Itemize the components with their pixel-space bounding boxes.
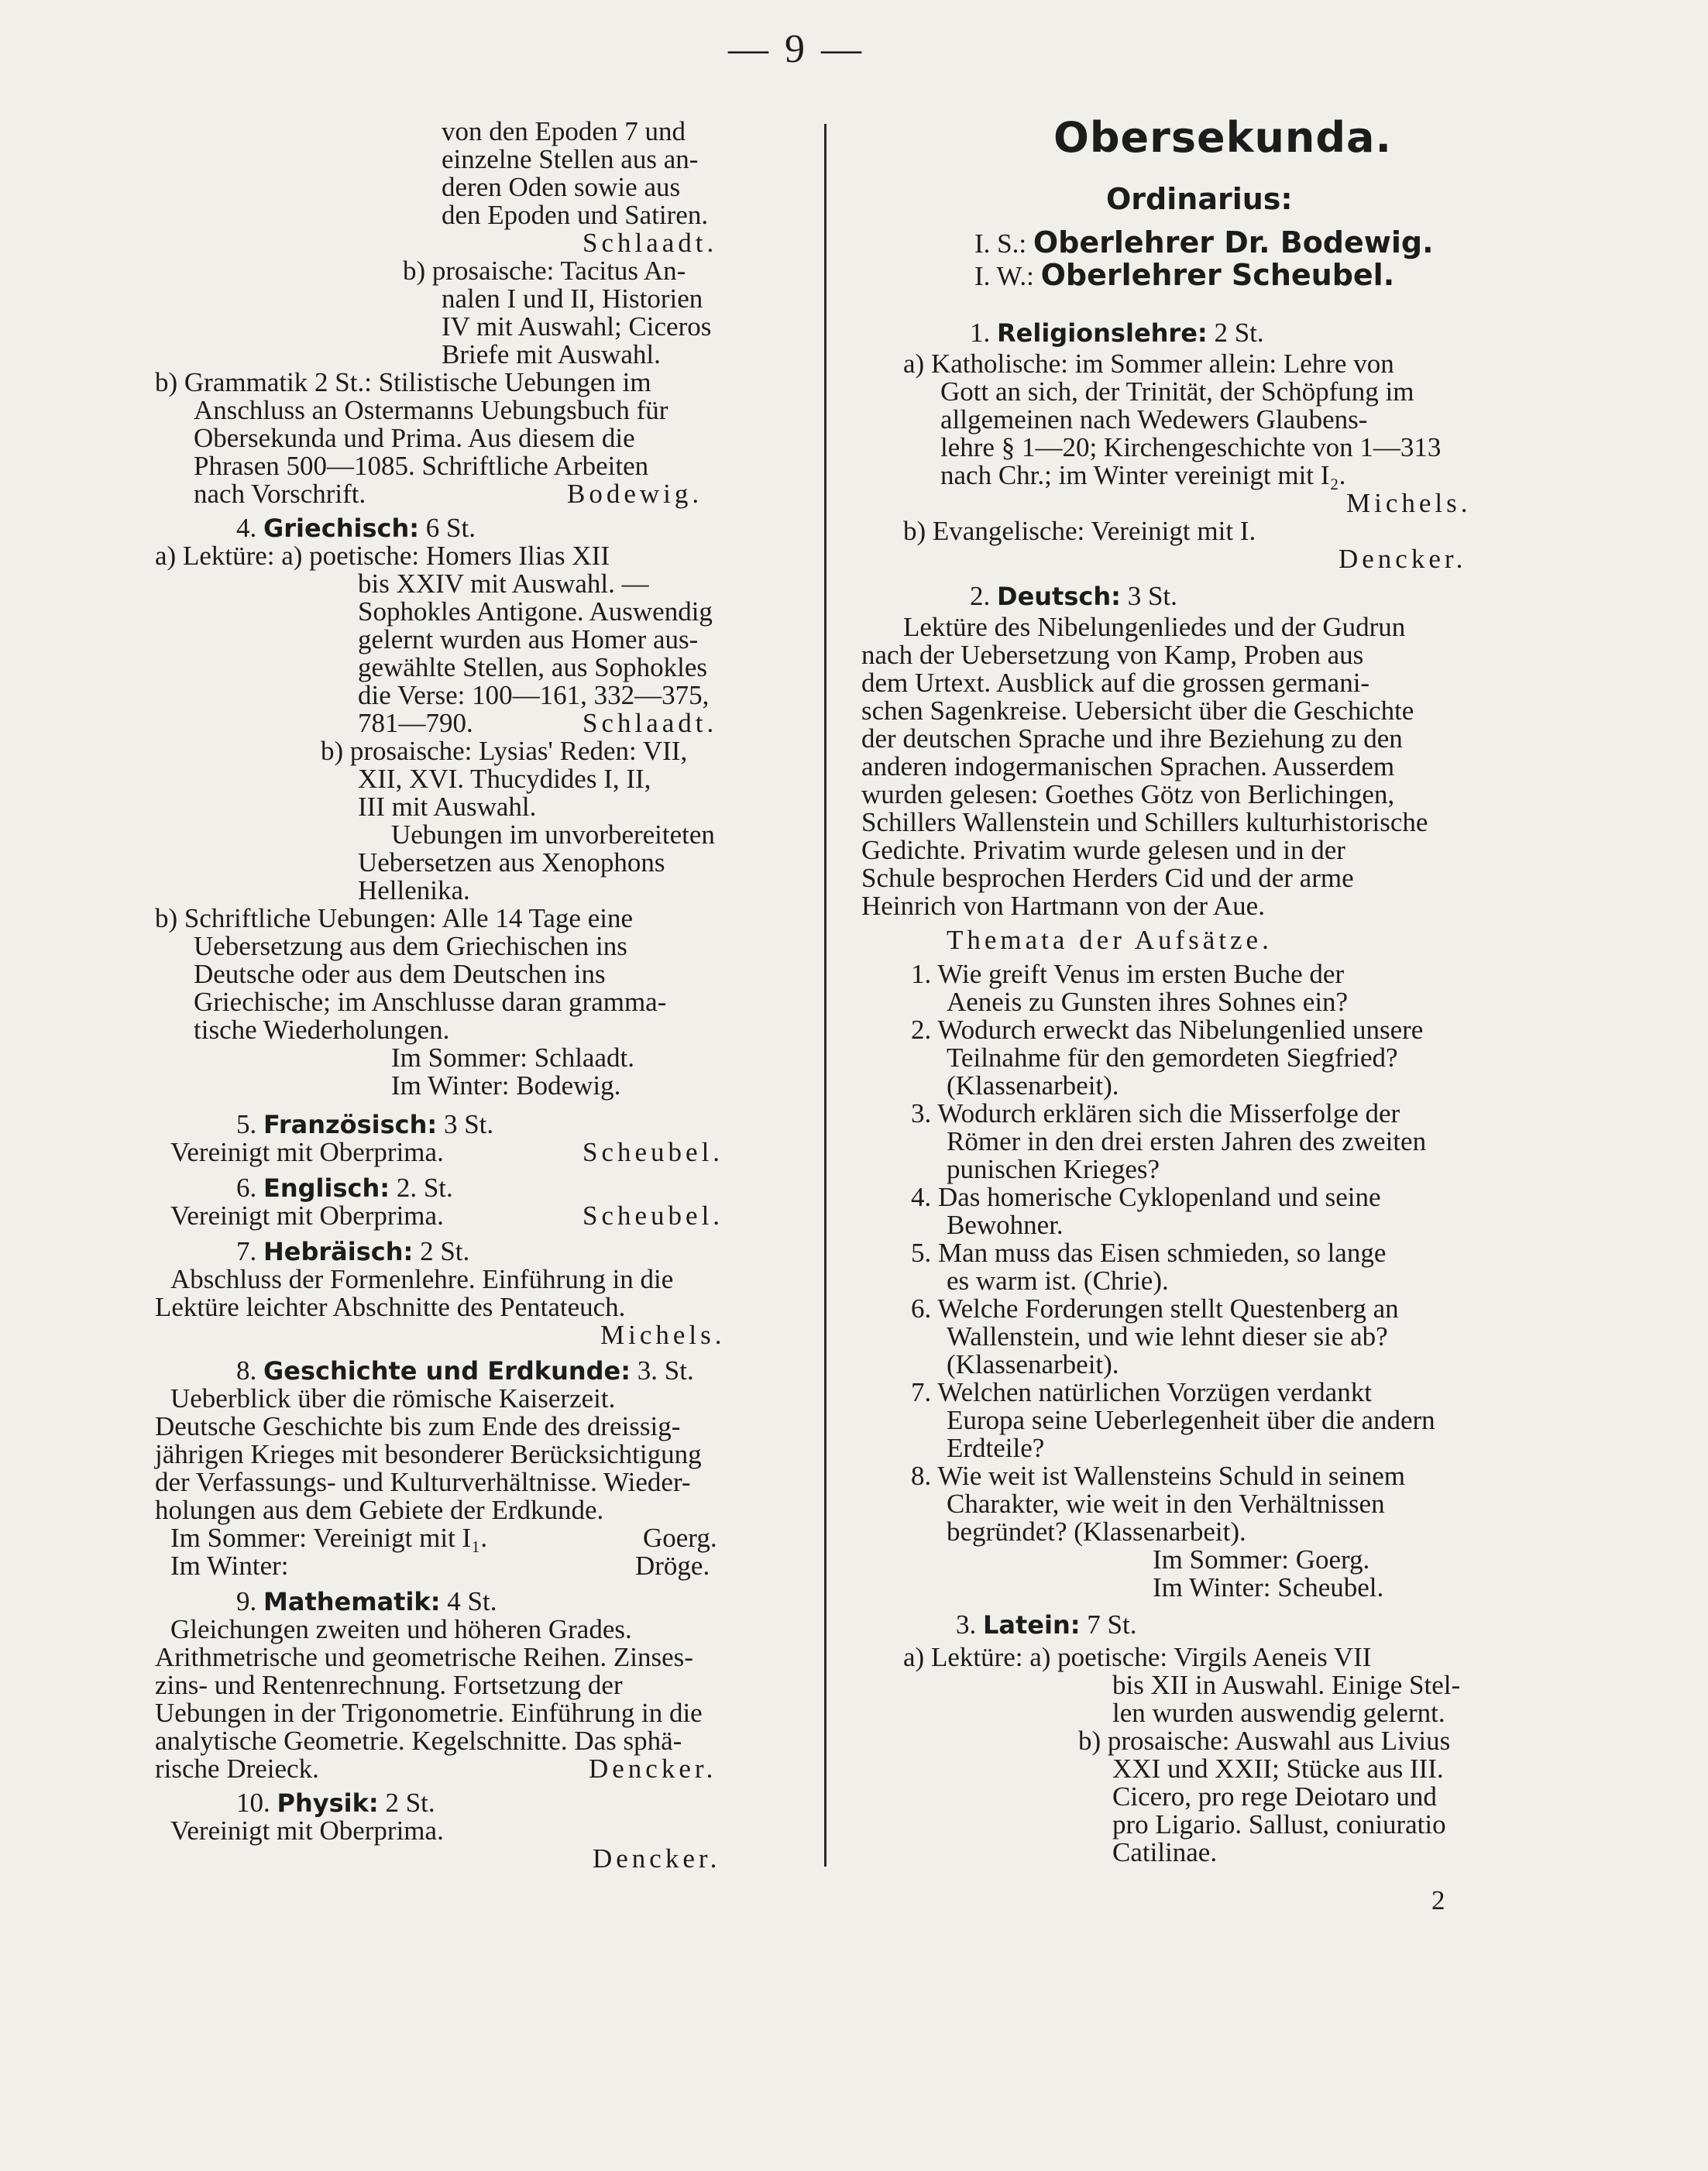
text-line: III mit Auswahl. (358, 792, 537, 822)
text-line: b) prosaische: Tacitus An- (403, 256, 686, 286)
teacher-name: Scheubel. (583, 1137, 724, 1167)
heading-number: 8. (236, 1355, 257, 1386)
text-line: gewählte Stellen, aus Sophokles (358, 652, 708, 682)
text-line: nach der Uebersetzung von Kamp, Proben aus (861, 640, 1364, 670)
section-heading-french (236, 1111, 493, 1139)
heading-number: 1. (970, 318, 991, 348)
teacher-name: Dencker. (593, 1843, 721, 1874)
ordinarius-summer-name: Oberlehrer Dr. Bodewig. (1033, 225, 1434, 259)
text-line: analytische Geometrie. Kegelschnitte. Das sphä- (155, 1726, 682, 1756)
text-line: 781—790. (358, 708, 473, 738)
theme-item: 4. Das homerische Cyklopenland und seine (911, 1182, 1381, 1212)
text-line: Anschluss an Ostermanns Uebungsbuch für (194, 395, 668, 425)
text-line: Uebungen in der Trigonometrie. Einführung in die (155, 1698, 703, 1728)
text-line: IV mit Auswahl; Ciceros (442, 311, 712, 342)
heading-number: 4. (236, 513, 257, 543)
heading-label: Mathematik: (263, 1587, 441, 1616)
text-line: Im Winter: (170, 1551, 289, 1581)
section-heading-latin (956, 1611, 1136, 1639)
text-line: nach Vorschrift. (194, 479, 366, 509)
text-line: Im Winter: Bodewig. (391, 1070, 621, 1101)
heading-label: Hebräisch: (263, 1237, 414, 1266)
heading-hours: 3. St. (637, 1355, 694, 1386)
text-line: Hellenika. (358, 875, 470, 905)
text-line: Sophokles Antigone. Auswendig (358, 596, 713, 627)
theme-item: Europa seine Ueberlegenheit über die andern (947, 1405, 1435, 1435)
heading-hours: 6 St. (425, 513, 476, 543)
heading-label: Englisch: (263, 1173, 390, 1203)
section-heading-greek (236, 514, 476, 542)
text-line: rische Dreieck. (155, 1754, 319, 1784)
text-line: Ueberblick über die römische Kaiserzeit. (170, 1383, 616, 1414)
text-line: Heinrich von Hartmann von der Aue. (861, 891, 1265, 921)
text-line: Im Sommer: Schlaadt. (391, 1043, 634, 1073)
heading-hours: 3 St. (1127, 581, 1177, 611)
section-heading-math (236, 1588, 497, 1616)
text-line: jährigen Krieges mit besonderer Berücksichtigung (155, 1439, 702, 1469)
text-line: Gott an sich, der Trinität, der Schöpfung im (940, 376, 1414, 407)
text-line: b) Schriftliche Uebungen: Alle 14 Tage eine (155, 903, 633, 933)
text-line: a) Lektüre: a) poetische: Homers Ilias XII (155, 541, 610, 571)
heading-number: 7. (236, 1236, 257, 1266)
text-line: bis XXIV mit Auswahl. — (358, 569, 649, 599)
text-line: a) Lektüre: a) poetische: Virgils Aeneis VII (903, 1642, 1372, 1672)
page-number: — 9 — (728, 27, 864, 71)
text-line: Vereinigt mit Oberprima. (170, 1137, 444, 1167)
section-heading-religion (970, 319, 1264, 347)
text-line: gelernt wurden aus Homer aus- (358, 624, 699, 654)
heading-hours: 7 St. (1087, 1609, 1137, 1640)
text-line: Im Winter: Scheubel. (1153, 1572, 1384, 1602)
heading-label: Religionslehre: (997, 318, 1208, 348)
theme-item: 6. Welche Forderungen stellt Questenberg an (911, 1293, 1399, 1324)
theme-item: Wallenstein, und wie lehnt dieser sie ab? (947, 1321, 1388, 1352)
text-line: Lektüre des Nibelungenliedes und der Gudrun (903, 612, 1406, 642)
text-line: deren Oden sowie aus (442, 172, 681, 202)
text-line: b) prosaische: Lysias' Reden: VII, (321, 736, 688, 766)
text-line: len wurden auswendig gelernt. (1112, 1698, 1445, 1728)
heading-label: Französisch: (263, 1110, 438, 1139)
section-title: Obersekunda. (1053, 113, 1392, 162)
theme-item: 3. Wodurch erklären sich die Misserfolge der (911, 1098, 1400, 1128)
text-line: Schule besprochen Herders Cid und der arme (861, 863, 1354, 893)
theme-item: es warm ist. (Chrie). (947, 1266, 1169, 1296)
theme-item: (Klassenarbeit). (947, 1349, 1119, 1379)
heading-number: 5. (236, 1109, 257, 1139)
text-line: einzelne Stellen aus an- (442, 144, 699, 174)
theme-item: (Klassenarbeit). (947, 1070, 1119, 1101)
teacher-name: Scheubel. (583, 1201, 724, 1231)
teacher-name: Michels. (600, 1320, 726, 1350)
text-line: bis XII in Auswahl. Einige Stel- (1112, 1670, 1461, 1700)
text-line: b) Grammatik 2 St.: Stilistische Uebungen im (155, 367, 651, 397)
section-heading-english (236, 1174, 453, 1202)
theme-item: 5. Man muss das Eisen schmieden, so lange (911, 1238, 1387, 1268)
teacher-name: Schlaadt. (583, 708, 718, 738)
theme-item: Teilnahme für den gemordeten Siegfried? (947, 1043, 1398, 1073)
text-line: Vereinigt mit Oberprima. (170, 1815, 444, 1846)
text-line: von den Epoden 7 und (442, 116, 686, 146)
theme-item: 8. Wie weit ist Wallensteins Schuld in seinem (911, 1461, 1406, 1491)
text-line: Deutsche Geschichte bis zum Ende des dreissig- (155, 1411, 681, 1441)
heading-number: 3. (956, 1609, 977, 1640)
text-line: der deutschen Sprache und ihre Beziehung zu den (861, 723, 1403, 754)
text-line: die Verse: 100—161, 332—375, (358, 680, 710, 710)
section-heading-hebrew (236, 1238, 469, 1266)
text-line: Abschluss der Formenlehre. Einführung in die (170, 1264, 674, 1294)
text-line: Griechische; im Anschlusse daran gramma- (194, 987, 667, 1017)
text-line: Uebungen im unvorbereiteten (391, 819, 715, 850)
text-line: nach Chr.; im Winter vereinigt mit I₂. (940, 460, 1346, 490)
text-line: schen Sagenkreise. Uebersicht über die Geschichte (861, 696, 1414, 726)
ordinarius-winter (974, 259, 1394, 291)
text-line: Arithmetrische und geometrische Reihen. Zinses- (155, 1642, 693, 1672)
ordinarius-winter-label: I. W.: (974, 261, 1034, 291)
section-heading-physics (236, 1789, 435, 1817)
heading-hours: 4 St. (447, 1586, 497, 1616)
text-line: XII, XVI. Thucydides I, II, (358, 764, 651, 794)
text-line: Phrasen 500—1085. Schriftliche Arbeiten (194, 451, 649, 481)
text-line: Uebersetzung aus dem Griechischen ins (194, 931, 627, 961)
theme-item: 7. Welchen natürlichen Vorzügen verdankt (911, 1377, 1372, 1407)
teacher-name: Dröge. (635, 1551, 710, 1581)
teacher-name: Dencker. (589, 1754, 717, 1784)
text-line: Gedichte. Privatim wurde gelesen und in der (861, 835, 1345, 865)
teacher-name: Goerg. (643, 1523, 717, 1553)
heading-number: 6. (236, 1173, 257, 1203)
theme-item: Bewohner. (947, 1210, 1064, 1240)
text-line: tische Wiederholungen. (194, 1015, 450, 1045)
theme-item: Römer in den drei ersten Jahren des zweiten (947, 1126, 1427, 1156)
ordinarius-winter-name: Oberlehrer Scheubel. (1040, 258, 1395, 292)
signature-mark: 2 (1431, 1885, 1445, 1915)
text-line: Deutsche oder aus dem Deutschen ins (194, 959, 606, 989)
theme-item: begründet? (Klassenarbeit). (947, 1517, 1246, 1547)
text-line: holungen aus dem Gebiete der Erdkunde. (155, 1495, 604, 1525)
text-line: XXI und XXII; Stücke aus III. (1112, 1754, 1444, 1784)
text-line: den Epoden und Satiren. (442, 200, 709, 230)
text-line: lehre § 1—20; Kirchengeschichte von 1—313 (940, 432, 1442, 462)
section-heading-german (970, 582, 1177, 610)
text-line: Obersekunda und Prima. Aus diesem die (194, 423, 635, 453)
heading-number: 10. (236, 1788, 270, 1818)
themes-title: Themata der Aufsätze. (947, 925, 1273, 955)
ordinarius-label: Ordinarius: (1106, 182, 1293, 216)
theme-item: Charakter, wie weit in den Verhältnissen (947, 1489, 1385, 1519)
text-line: Lektüre leichter Abschnitte des Pentateuch. (155, 1292, 626, 1322)
text-line: anderen indogermanischen Sprachen. Ausserdem (861, 751, 1395, 781)
theme-item: 1. Wie greift Venus im ersten Buche der (911, 959, 1345, 989)
heading-hours: 3 St. (443, 1109, 494, 1139)
text-line: Cicero, pro rege Deiotaro und (1112, 1781, 1437, 1812)
ordinarius-summer (974, 226, 1434, 259)
heading-number: 9. (236, 1586, 257, 1616)
heading-hours: 2 St. (1214, 318, 1264, 348)
text-line: Briefe mit Auswahl. (442, 339, 661, 369)
heading-label: Latein: (983, 1610, 1081, 1640)
text-line: a) Katholische: im Sommer allein: Lehre von (903, 349, 1394, 379)
heading-label: Griechisch: (263, 514, 420, 543)
text-line: der Verfassungs- und Kulturverhältnisse. Wieder- (155, 1467, 691, 1497)
heading-hours: 2. St. (396, 1173, 453, 1203)
theme-item: 2. Wodurch erweckt das Nibelungenlied unsere (911, 1015, 1424, 1045)
heading-hours: 2 St. (420, 1236, 470, 1266)
text-line: Gleichungen zweiten und höheren Grades. (170, 1614, 632, 1644)
heading-label: Geschichte und Erdkunde: (263, 1356, 631, 1386)
teacher-name: Schlaadt. (583, 228, 718, 258)
text-line: allgemeinen nach Wedewers Glaubens- (940, 404, 1368, 435)
heading-hours: 2 St. (385, 1788, 435, 1818)
heading-label: Deutsch: (997, 582, 1121, 611)
theme-item: Erdteile? (947, 1433, 1045, 1463)
text-line: b) Evangelische: Vereinigt mit I. (903, 516, 1256, 546)
teacher-name: Dencker. (1339, 544, 1467, 574)
column-divider (824, 124, 827, 1867)
ordinarius-summer-label: I. S.: (974, 228, 1027, 259)
heading-label: Physik: (277, 1788, 379, 1818)
text-line: dem Urtext. Ausblick auf die grossen germani- (861, 668, 1370, 698)
teacher-name: Michels. (1346, 488, 1472, 518)
text-line: wurden gelesen: Goethes Götz von Berlichingen, (861, 779, 1395, 809)
teacher-name: Bodewig. (567, 479, 703, 509)
text-line: pro Ligario. Sallust, coniuratio (1112, 1809, 1446, 1840)
text-line: Schillers Wallenstein und Schillers kulturhistorische (861, 807, 1428, 837)
text-line: Catilinae. (1112, 1837, 1218, 1867)
text-line: Uebersetzen aus Xenophons (358, 847, 665, 878)
section-heading-history (236, 1357, 694, 1385)
text-line: Im Sommer: Goerg. (1153, 1544, 1370, 1575)
text-line: Vereinigt mit Oberprima. (170, 1201, 444, 1231)
theme-item: Aeneis zu Gunsten ihres Sohnes ein? (947, 987, 1349, 1017)
text-line: Im Sommer: Vereinigt mit I₁. (170, 1523, 488, 1553)
theme-item: punischen Krieges? (947, 1154, 1160, 1184)
text-line: nalen I und II, Historien (442, 283, 703, 314)
text-line: zins- und Rentenrechnung. Fortsetzung der (155, 1670, 623, 1700)
text-line: b) prosaische: Auswahl aus Livius (1078, 1726, 1451, 1756)
heading-number: 2. (970, 581, 991, 611)
